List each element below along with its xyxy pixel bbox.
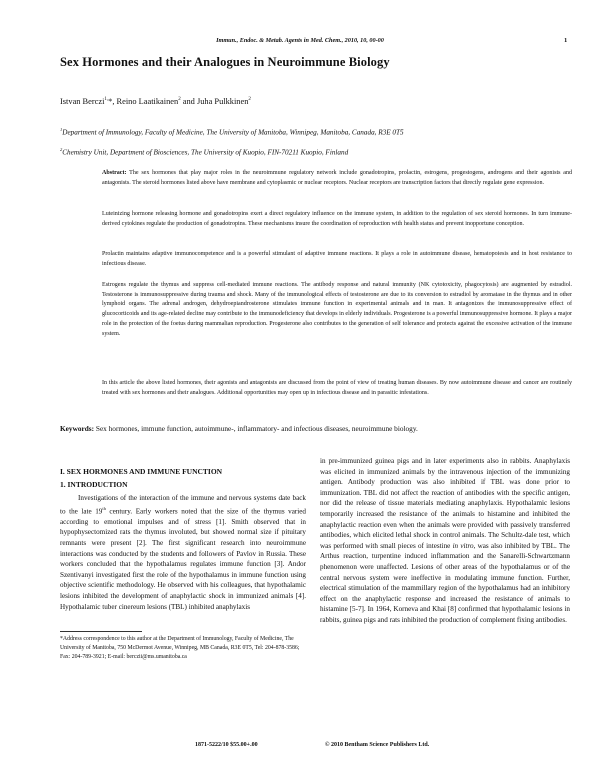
journal-header: Immun., Endoc. & Metab. Agents in Med. Chem., 2010, 10, 00-00: [216, 37, 384, 44]
intro-paragraph: [60, 493, 306, 612]
affiliation-sup: 2: [60, 147, 63, 152]
author-berczi: Istvan Berczi: [60, 97, 105, 106]
subsection-heading: 1. INTRODUCTION: [60, 479, 128, 489]
correspondence-footnote: *Address correspondence to this author at the Department of Immunology, Faculty of Medicine, The University of Manitoba, 750 McDermot Avenue, Winnipeg, MB Canada, R3E 0T5, Tel: 204-878-3586; Fax: 204-789-3921; E-mail: berczii@ms.umanitoba.ca: [60, 636, 300, 660]
affiliation-1: [60, 127, 560, 136]
right-italic: in vitro,: [452, 541, 476, 550]
intro-sup: th: [102, 505, 106, 511]
page-number: 1: [564, 37, 568, 44]
abstract-label: Abstract:: [102, 170, 127, 176]
abstract-p2: Luteinizing hormone releasing hormone and gonadotropins exert a direct regulatory influence on the immune system, in addition to the regulation of sex steroid hormones. In turn immune-derived cytokines regulate the production of gonadotropins. These mechanisms insure the coordination of reproduction with health status and prevent inopportune conception.: [102, 211, 572, 227]
affiliation-text: Department of Immunology, Faculty of Medicine, The University of Manitoba, Winnipeg, Manitoba, Canada, R3E 0T5: [62, 128, 404, 137]
author-list: [60, 97, 251, 106]
abstract-text: The sex hormones that play major roles in the neuroimmune regulatory network include gonadotropins, prolactin, estrogens, progestogens, androgens and their agonists and antagonists. The steroid hormones listed above have membrane and cytoplasmic or nuclear receptors. Nuclear receptors are transcription factors that directly regulate gene expression.: [102, 170, 572, 186]
author-affil-sup: 1,: [104, 97, 109, 103]
author-laatikainen: , Reino Laatikainen: [112, 97, 179, 106]
footnote-rule: [60, 631, 142, 632]
abstract-p4: Estrogens regulate the thymus and suppress cell-mediated immune reactions. The antibody response and natural immunity (NK cytotoxicity, phagocytosis) are augmented by estradiol. Testosterone is immunosuppressive during trauma and shock. Many of the immunological effects of testosterone are due to its conversion to estradiol by aromatase in the thymus and in other lymphoid organs. The adrenal androgen, dehydroepiandrosterone stimulates immune function in experimental animals and in man. It antagonizes the immunosuppressive effect of glucocorticoids and its age-related decline may contribute to the immunodeficiency that develops in elderly individuals. Progesterone is a powerful immunosuppressive hormone. It plays a major role in the protection of the foetus during mammalian reproduction. Progesterone also contributes to the generation of self tolerance and protects against the excessive activation of the immune system.: [102, 282, 572, 337]
author-affil-sup: 2: [178, 97, 181, 103]
abstract-p1: [102, 169, 572, 188]
left-column: [60, 467, 306, 612]
article-title: Sex Hormones and their Analogues in Neuroimmune Biology: [60, 55, 390, 69]
right-text-a: in pre-immunized guinea pigs and in later experiments also in rabbits. Anaphylaxis was elicited in immunized animals by the intravenous injection of the immunizing antigen. Antibody production was also inhibited if TBL was done prior to immunization. TBL did not affect the reaction of antibodies with the specific antigen, nor did the release of tissue materials mediating anaphylaxis. Hypothalamic lesions temporarily increased the resistance of the animals to histamine and inhibited the anaphylactic reaction even when the animals were provided with passively transferred antibodies, which elicited lethal shock in control animals. The Schultz-dale test, which was performed with small pieces of intestine: [320, 457, 570, 550]
right-text-b: was also inhibited by TBL. The Arthus reaction, turpentine induced inflammation and the Sanarelli-Schwartzmann phenomenon were unaffected. Lesions of other areas of the hypothalamus or of the central nervous system were ineffective in modulating immune function. Further, electrical stimulation of the mammillary region of the hypothalamus had an inhibitory effect on the anaphylactic response and increased the resistance of animals to histamine [5-7]. In 1964, Korneva and Khai [8] confirmed that hypothalamic lesions in rabbits, guinea pigs and rats inhibited the production of complement fixing antibodies.: [320, 541, 570, 624]
abstract-p5: In this article the above listed hormones, their agonists and antagonists are discussed from the point of view of treating human diseases. By now autoimmune disease and cancer are routinely treated with sex hormones and their analogues. Additional opportunities may open up in infectious disease and in parasitic infestations.: [102, 380, 572, 396]
section-heading: I. SEX HORMONES AND IMMUNE FUNCTION: [60, 467, 223, 476]
intro-text-b: century. Early workers noted that the size of the thymus varied according to emotional impulses and of stress [1]. Smith observed that in hypophysectomized rats the thymus involuted, but showed normal size if pituitary remnants were present [2]. The first significant research into neuroimmune interactions was conducted by the students and followers of Pavlov in Russia. These workers concluded that the hypothalamus regulates immune function [3]. Andor Szentivanyi investigated first the role of the hypothalamus in immune function using objective scientific methodology. He observed with his colleagues, that hypothalamic lesions inhibited the development of anaphylactic shock in immunized animals [4]. Hypothalamic tuber cinereum lesions (TBL) inhibited anaphylaxis: [60, 507, 306, 611]
corresponding-star: *: [108, 97, 113, 106]
copyright-line: © 2010 Bentham Science Publishers Ltd.: [325, 742, 430, 748]
keywords-label: Keywords:: [60, 424, 95, 433]
keywords-text: Sex hormones, immune function, autoimmune-, inflammatory- and infectious diseases, neuroimmune biology.: [94, 424, 418, 433]
abstract-p3: Prolactin maintains adaptive immunocompetence and is a powerful stimulant of adaptive immune reactions. It plays a role in autoimmune disease, hematopoiesis and in host resistance to infectious disease.: [102, 251, 572, 267]
author-pulkkinen: and Juha Pulkkinen: [180, 97, 249, 106]
right-column: [320, 456, 570, 626]
intro-text-a: Investigations of the interaction of the immune and nervous systems date back to the late 19: [60, 494, 306, 516]
author-affil-sup: 2: [248, 97, 251, 103]
affiliation-sup: 1: [60, 127, 63, 132]
affiliation-text: Chemistry Unit, Department of Biosciences, The University of Kuopio, FIN-70211 Kuopio, Finland: [62, 148, 349, 157]
keywords: [60, 424, 580, 433]
affiliation-2: [60, 147, 560, 156]
issn-line: 1871-5222/10 $55.00+.00: [195, 742, 258, 748]
